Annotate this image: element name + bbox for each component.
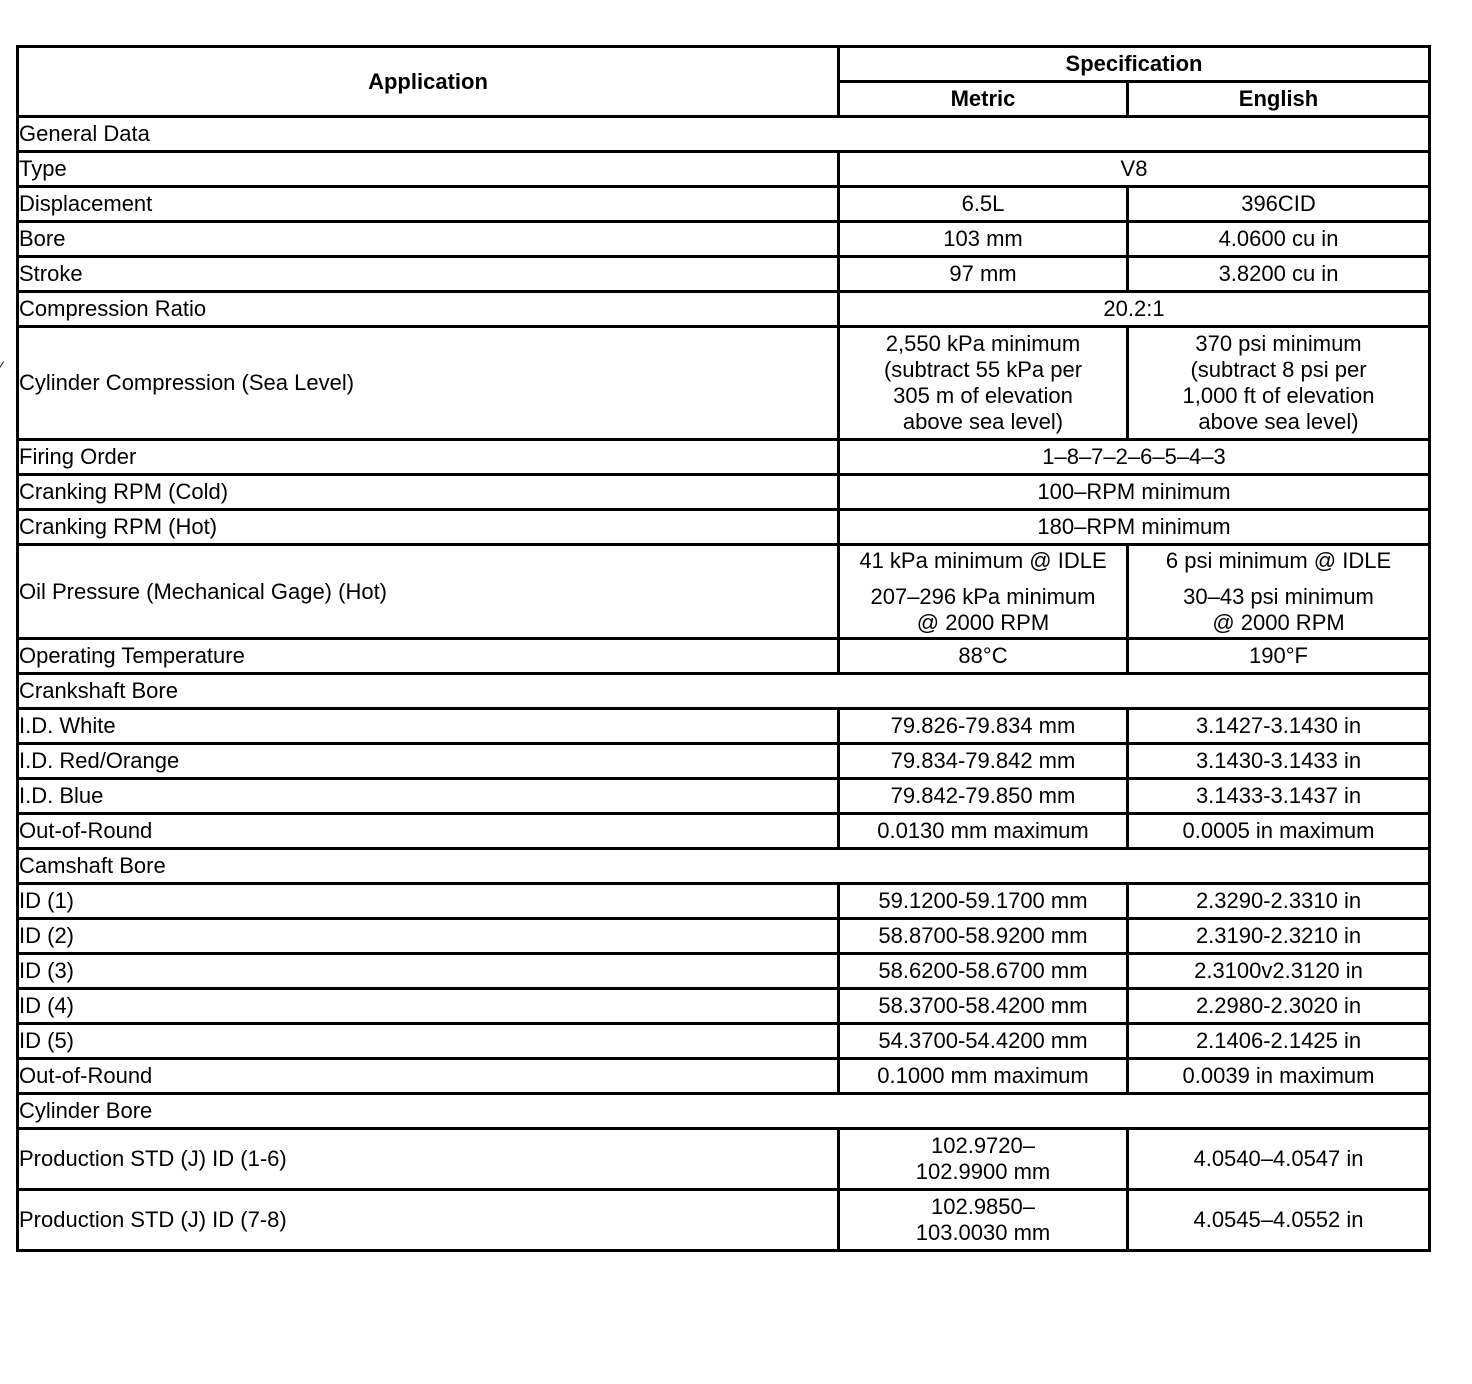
table-row xyxy=(18,1024,1430,1059)
metric-value xyxy=(839,1129,1128,1190)
metric-value: 58.6200-58.6700 mm xyxy=(839,954,1128,989)
table-row xyxy=(18,814,1430,849)
row-label: Production STD (J) ID (1-6) xyxy=(18,1129,839,1190)
value-line: 1,000 ft of elevation xyxy=(1182,383,1375,408)
metric-value: 54.3700-54.4200 mm xyxy=(839,1024,1128,1059)
row-label: I.D. White xyxy=(18,709,839,744)
row-label: Bore xyxy=(18,222,839,257)
row-value: 1–8–7–2–6–5–4–3 xyxy=(839,440,1430,475)
row-label: Compression Ratio xyxy=(18,292,839,327)
table-row xyxy=(18,545,1430,639)
row-label: Firing Order xyxy=(18,440,839,475)
metric-value: 0.0130 mm maximum xyxy=(839,814,1128,849)
metric-value: 59.1200-59.1700 mm xyxy=(839,884,1128,919)
value-line: @ 2000 RPM xyxy=(1212,609,1345,635)
english-value: 2.3190-2.3210 in xyxy=(1128,919,1430,954)
table-row xyxy=(18,954,1430,989)
english-value: 0.0039 in maximum xyxy=(1128,1059,1430,1094)
section-row xyxy=(18,674,1430,709)
row-label: Cranking RPM (Hot) xyxy=(18,510,839,545)
value-line: 305 m of elevation xyxy=(893,383,1073,408)
specification-header: Specification xyxy=(839,47,1430,82)
row-label: Out-of-Round xyxy=(18,814,839,849)
section-general-data: General Data xyxy=(18,117,1430,152)
metric-value: 97 mm xyxy=(839,257,1128,292)
specification-table xyxy=(16,45,1431,1252)
metric-value: 58.8700-58.9200 mm xyxy=(839,919,1128,954)
table-row xyxy=(18,292,1430,327)
application-header: Application xyxy=(18,47,839,117)
english-value: 396CID xyxy=(1128,187,1430,222)
metric-value: 79.834-79.842 mm xyxy=(839,744,1128,779)
row-value: V8 xyxy=(839,152,1430,187)
value-line: 102.9720– xyxy=(931,1133,1035,1158)
table-row xyxy=(18,257,1430,292)
table-row xyxy=(18,639,1430,674)
table-row xyxy=(18,152,1430,187)
section-row xyxy=(18,117,1430,152)
table-row xyxy=(18,919,1430,954)
table-row xyxy=(18,1190,1430,1251)
row-label: Cranking RPM (Cold) xyxy=(18,475,839,510)
row-label: ID (2) xyxy=(18,919,839,954)
english-value: 2.2980-2.3020 in xyxy=(1128,989,1430,1024)
english-value: 3.8200 cu in xyxy=(1128,257,1430,292)
row-label: Oil Pressure (Mechanical Gage) (Hot) xyxy=(18,545,839,639)
english-value: 4.0600 cu in xyxy=(1128,222,1430,257)
metric-value: 0.1000 mm maximum xyxy=(839,1059,1128,1094)
row-label: Production STD (J) ID (7-8) xyxy=(18,1190,839,1251)
row-label: Out-of-Round xyxy=(18,1059,839,1094)
value-line: 30–43 psi minimum xyxy=(1183,583,1374,609)
english-value: 0.0005 in maximum xyxy=(1128,814,1430,849)
english-value xyxy=(1128,327,1430,440)
value-line: 103.0030 mm xyxy=(915,1220,1051,1245)
row-label: I.D. Red/Orange xyxy=(18,744,839,779)
value-line: @ 2000 RPM xyxy=(916,609,1050,635)
value-line: (subtract 55 kPa per xyxy=(883,357,1083,382)
metric-value: 103 mm xyxy=(839,222,1128,257)
metric-value xyxy=(839,1190,1128,1251)
english-value: 2.3290-2.3310 in xyxy=(1128,884,1430,919)
section-camshaft-bore: Camshaft Bore xyxy=(18,849,1430,884)
english-value xyxy=(1128,545,1430,639)
table-row xyxy=(18,327,1430,440)
value-line: 102.9900 mm xyxy=(915,1159,1051,1184)
section-cylinder-bore: Cylinder Bore xyxy=(18,1094,1430,1129)
value-line: 370 psi minimum xyxy=(1195,331,1362,356)
english-value: 2.1406-2.1425 in xyxy=(1128,1024,1430,1059)
row-value: 20.2:1 xyxy=(839,292,1430,327)
table-row xyxy=(18,744,1430,779)
table-row xyxy=(18,884,1430,919)
margin-mark: ⁄ xyxy=(0,358,3,374)
value-line: 41 kPa minimum @ IDLE xyxy=(859,547,1107,573)
table-row xyxy=(18,222,1430,257)
english-header: English xyxy=(1128,82,1430,117)
section-row xyxy=(18,849,1430,884)
row-label: Type xyxy=(18,152,839,187)
table-row xyxy=(18,1129,1430,1190)
english-value: 3.1430-3.1433 in xyxy=(1128,744,1430,779)
row-label: ID (5) xyxy=(18,1024,839,1059)
value-line: (subtract 8 psi per xyxy=(1190,357,1367,382)
row-label: Displacement xyxy=(18,187,839,222)
metric-value xyxy=(839,545,1128,639)
value-line: 2,550 kPa minimum xyxy=(885,331,1081,356)
english-value: 190°F xyxy=(1128,639,1430,674)
value-line: above sea level) xyxy=(902,409,1064,434)
row-value: 100–RPM minimum xyxy=(839,475,1430,510)
row-label: ID (3) xyxy=(18,954,839,989)
metric-value: 88°C xyxy=(839,639,1128,674)
metric-value: 6.5L xyxy=(839,187,1128,222)
section-row xyxy=(18,1094,1430,1129)
english-value: 3.1427-3.1430 in xyxy=(1128,709,1430,744)
table-row xyxy=(18,510,1430,545)
value-line: 207–296 kPa minimum xyxy=(870,583,1096,609)
english-value: 4.0545–4.0552 in xyxy=(1128,1190,1430,1251)
value-line: 102.9850– xyxy=(931,1194,1035,1219)
row-label: Operating Temperature xyxy=(18,639,839,674)
table-row xyxy=(18,779,1430,814)
value-line: above sea level) xyxy=(1198,409,1359,434)
metric-value xyxy=(839,327,1128,440)
row-label: ID (4) xyxy=(18,989,839,1024)
metric-value: 79.842-79.850 mm xyxy=(839,779,1128,814)
metric-value: 58.3700-58.4200 mm xyxy=(839,989,1128,1024)
table-row xyxy=(18,709,1430,744)
spec-table-container xyxy=(16,45,1428,1252)
value-line: 6 psi minimum @ IDLE xyxy=(1165,547,1392,573)
table-row xyxy=(18,440,1430,475)
table-row xyxy=(18,1059,1430,1094)
english-value: 2.3100v2.3120 in xyxy=(1128,954,1430,989)
section-crankshaft-bore: Crankshaft Bore xyxy=(18,674,1430,709)
table-row xyxy=(18,989,1430,1024)
english-value: 4.0540–4.0547 in xyxy=(1128,1129,1430,1190)
table-row xyxy=(18,475,1430,510)
row-value: 180–RPM minimum xyxy=(839,510,1430,545)
table-row xyxy=(18,187,1430,222)
metric-value: 79.826-79.834 mm xyxy=(839,709,1128,744)
row-label: ID (1) xyxy=(18,884,839,919)
row-label: I.D. Blue xyxy=(18,779,839,814)
row-label: Stroke xyxy=(18,257,839,292)
metric-header: Metric xyxy=(839,82,1128,117)
row-label: Cylinder Compression (Sea Level) xyxy=(18,327,839,440)
english-value: 3.1433-3.1437 in xyxy=(1128,779,1430,814)
